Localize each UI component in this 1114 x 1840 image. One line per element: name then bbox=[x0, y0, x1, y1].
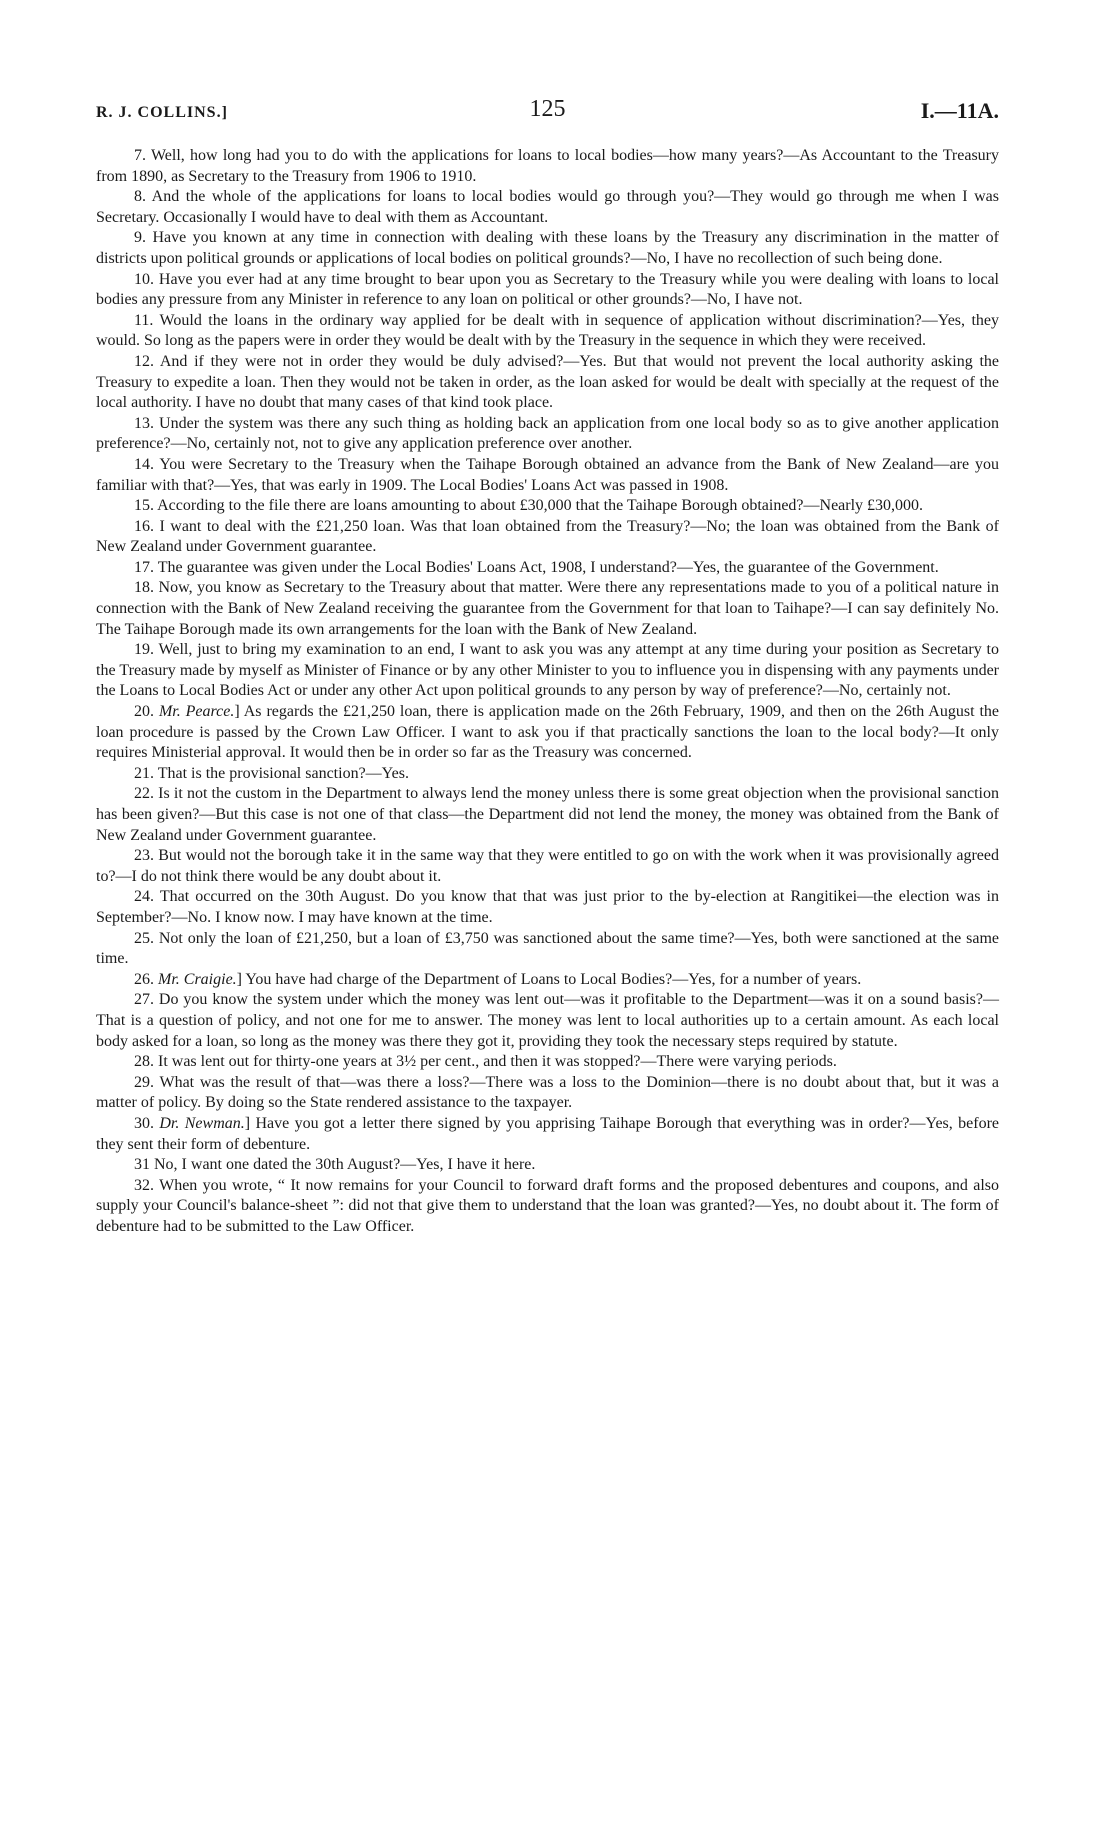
paragraph-14: 14. You were Secretary to the Treasury when the Taihape Borough obtained an advance from the Bank of New Zealand—are you familiar with that?—Yes, that was early in 1909. The Local Bodies' Loans Act was passed in 1908. bbox=[96, 455, 999, 494]
paragraph-30-number: 30. bbox=[134, 1114, 160, 1132]
paragraph-24: 24. That occurred on the 30th August. Do you know that that was just prior to the by-election at Rangitikei—the election was in September?—No. I know now. I may have known at the time. bbox=[96, 888, 999, 926]
paragraph-12: 12. And if they were not in order they would be duly advised?—Yes. But that would not prevent the local authority asking the Treasury to expedite a loan. Then they would not be taken in order, as the loan asked for would be dealt with specially at the request of the local authority. I have no doubt that many cases of that kind took place. bbox=[96, 352, 999, 412]
paragraph-30 bbox=[96, 1114, 999, 1155]
paragraph-29: 29. What was the result of that—was there a loss?—There was a loss to the Dominion—there is no doubt about that, but it was a matter of policy. By doing so the State rendered assistance to the taxpayer. bbox=[96, 1073, 999, 1112]
speaker-pearce: Mr. Pearce. bbox=[158, 703, 235, 721]
document-reference: I.—11A. bbox=[920, 98, 999, 123]
speaker-newman: Dr. Newman. bbox=[159, 1114, 245, 1132]
paragraph-20-text: ] As regards the £21,250 loan, there is application made on the 26th February, 1909, and then on the 26th August the loan procedure is passed by the Crown Law Officer. I want to ask you if that practically sanctions the loan to the local body?—It only requires Ministerial approval. It would then be in order so far as the Treasury was concerned. bbox=[96, 703, 1000, 762]
paragraph-23: 23. But would not the borough take it in the same way that they were entitled to go on with the work when it was provisionally agreed to?—I do not think there would be any doubt about it. bbox=[96, 847, 999, 885]
paragraph-26-text: ] You have had charge of the Department of Loans to Local Bodies?—Yes, for a number of years. bbox=[236, 970, 862, 988]
paragraph-20 bbox=[96, 702, 999, 764]
paragraph-18: 18. Now, you know as Secretary to the Treasury about that matter. Were there any representations made to you of a political nature in connection with the Bank of New Zealand receiving the guarantee from the Government for that loan to Taihape?—I can say definitely No. The Taihape Borough made its own arrangements for the loan with the Bank of New Zealand. bbox=[96, 579, 999, 638]
paragraph-8: 8. And the whole of the applications for loans to local bodies would go through you?—They would go through me when I was Secretary. Occasionally I would have to deal with them as Accountant. bbox=[96, 188, 999, 226]
paragraph-25: 25. Not only the loan of £21,250, but a loan of £3,750 was sanctioned about the same time?—Yes, both were sanctioned at the same time. bbox=[96, 929, 999, 968]
paragraph-28: 28. It was lent out for thirty-one years at 3½ per cent., and then it was stopped?—There were varying periods. bbox=[134, 1053, 837, 1071]
paragraph-19: 19. Well, just to bring my examination to an end, I want to ask you was any attempt at any time during your position as Secretary to the Treasury made by myself as Minister of Finance or by any other Minister to you to influence you in dispensing with any payments under the Loans to Local Bodies Act or under any other Act upon political grounds to any person by way of preference?—No, certainly not. bbox=[96, 641, 999, 700]
paragraph-26 bbox=[96, 970, 999, 991]
paragraph-15: 15. According to the file there are loans amounting to about £30,000 that the Taihape Borough obtained?—Nearly £30,000. bbox=[134, 497, 924, 515]
testimony-body bbox=[96, 146, 999, 1237]
paragraph-26-number: 26. bbox=[134, 970, 158, 988]
paragraph-32: 32. When you wrote, “ It now remains for your Council to forward draft forms and the proposed debentures and coupons, and also supply your Council's balance-sheet ”: did not that give them to understand that the loan was granted?—Yes, no doubt about it. The form of debenture had to be submitted to the Law Officer. bbox=[96, 1176, 999, 1235]
paragraph-7: 7. Well, how long had you to do with the applications for loans to local bodies—how many years?—As Accountant to the Treasury from 1890, as Secretary to the Treasury from 1906 to 1910. bbox=[96, 147, 999, 185]
paragraph-9: 9. Have you known at any time in connection with dealing with these loans by the Treasury any discrimination in the matter of districts upon political grounds or applications of local bodies on political grounds?—No, I have no recollection of such being done. bbox=[96, 229, 999, 267]
paragraph-17: 17. The guarantee was given under the Local Bodies' Loans Act, 1908, I understand?—Yes, the guarantee of the Government. bbox=[134, 558, 939, 576]
paragraph-10: 10. Have you ever had at any time brought to bear upon you as Secretary to the Treasury while you were dealing with loans to local bodies any pressure from any Minister in reference to any loan on political or other grounds?—No, I have not. bbox=[96, 270, 999, 309]
paragraph-11: 11. Would the loans in the ordinary way applied for be dealt with in sequence of application without discrimination?—Yes, they would. So long as the papers were in order they would be dealt with by the Treasury in the sequence in which they were received. bbox=[96, 311, 999, 350]
paragraph-21: 21. That is the provisional sanction?—Yes. bbox=[134, 764, 409, 782]
paragraph-13: 13. Under the system was there any such thing as holding back an application from one local body so as to give another application preference?—No, certainly not, not to give any application preference over another. bbox=[96, 414, 999, 453]
witness-name: R. J. COLLINS.] bbox=[96, 104, 228, 121]
paragraph-31: 31 No, I want one dated the 30th August?—Yes, I have it here. bbox=[134, 1156, 536, 1174]
speaker-craigie: Mr. Craigie. bbox=[158, 970, 237, 988]
page-header bbox=[96, 96, 999, 126]
paragraph-16: 16. I want to deal with the £21,250 loan. Was that loan obtained from the Treasury?—No; the loan was obtained from the Bank of New Zealand under Government guarantee. bbox=[96, 517, 999, 556]
paragraph-22: 22. Is it not the custom in the Department to always lend the money unless there is some great objection when the provisional sanction has been given?—But this case is not one of that class—the Department did not lend the money, the money was obtained from the Bank of New Zealand under Government guarantee. bbox=[96, 785, 999, 844]
paragraph-30-text: ] Have you got a letter there signed by you apprising Taihape Borough that everything was in order?—Yes, before they sent their form of debenture. bbox=[96, 1114, 1000, 1153]
page-number: 125 bbox=[529, 96, 566, 122]
paragraph-27: 27. Do you know the system under which the money was lent out—was it profitable to the Department—was it on a sound basis?—That is a question of policy, and not one for me to answer. The money was lent to local authorities up to a certain amount. As each local body asked for a loan, so long as the money was there they got it, providing they took the necessary steps required by statute. bbox=[96, 991, 999, 1050]
paragraph-20-number: 20. bbox=[134, 703, 159, 721]
